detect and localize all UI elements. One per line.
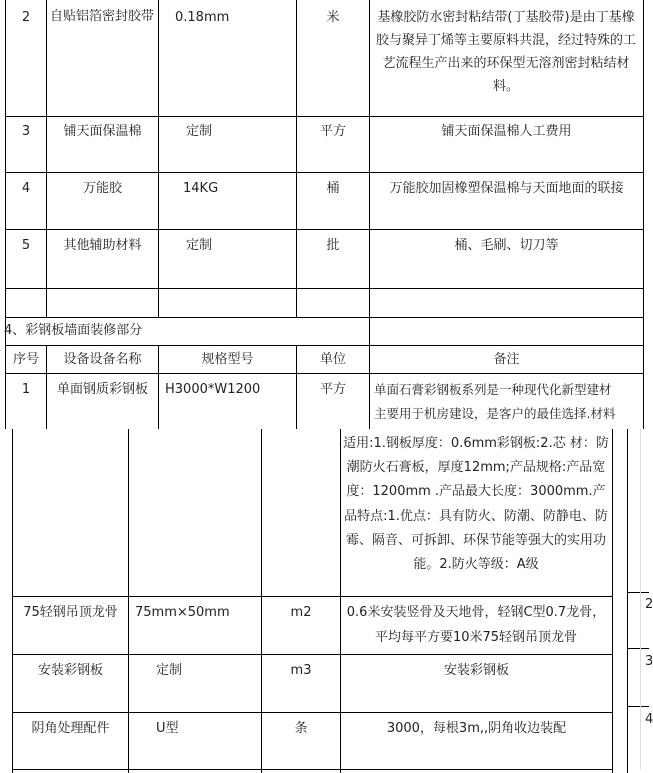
header-note: 备注 bbox=[493, 352, 520, 367]
row-75-spec: 75mm×50mm bbox=[135, 605, 230, 620]
row-1-note-line2: 主要用于机房建设，是客户的最佳选择.材料 bbox=[374, 406, 616, 421]
row-3-unit: 平方 bbox=[319, 124, 346, 139]
row-3-name: 铺天面保温棉 bbox=[63, 124, 142, 139]
row-install-note: 安装彩钢板 bbox=[443, 663, 509, 678]
row-1-spec: H3000*W1200 bbox=[165, 382, 261, 397]
row-2-unit: 米 bbox=[326, 10, 340, 25]
row-install-unit: m3 bbox=[290, 663, 312, 678]
row-5-note: 桶、毛刷、切刀等 bbox=[454, 238, 559, 253]
row-corner-unit: 条 bbox=[294, 721, 308, 736]
row-5-spec: 定制 bbox=[186, 238, 213, 253]
bottom-table bbox=[0, 429, 653, 773]
row-3-spec: 定制 bbox=[186, 124, 213, 139]
row-75-unit: m2 bbox=[290, 605, 312, 620]
edge-digit: 3 bbox=[645, 654, 653, 669]
header-unit: 单位 bbox=[319, 352, 346, 367]
edge-digit: 2 bbox=[645, 597, 653, 612]
row-1-name: 单面钢质彩钢板 bbox=[56, 382, 148, 397]
row-4-unit: 桶 bbox=[326, 181, 340, 196]
row-1-note-continued: 适用:1.钢板厚度：0.6mm彩钢板:2.芯 材：防潮防火石膏板，厚度12mm;产品规格:产品宽度：1200mm .产品最大长度：3000mm.产品特点:1.优点：具有防火、防潮、防静电、防霉、隔音、可拆卸、环保节能等强大的实用功能。2.防火等级：A级 bbox=[343, 436, 609, 573]
row-1-unit: 平方 bbox=[319, 382, 346, 397]
row-4-spec: 14KG bbox=[183, 181, 219, 196]
row-75-name: 75轻钢吊顶龙骨 bbox=[23, 605, 118, 620]
row-install-name: 安装彩钢板 bbox=[37, 663, 103, 678]
row-5-no: 5 bbox=[21, 238, 31, 253]
row-2-note: 基橡胶防水密封粘结带(丁基胶带)是由丁基橡胶与聚异丁烯等主要原料共混，经过特殊的工艺流程生产出来的环保型无溶剂密封粘结材料。 bbox=[375, 10, 636, 94]
row-1-no: 1 bbox=[21, 382, 31, 397]
row-2-no: 2 bbox=[21, 10, 31, 25]
edge-digit: 4 bbox=[645, 712, 653, 727]
row-5-name: 其他辅助材料 bbox=[63, 238, 142, 253]
header-name: 设备设备名称 bbox=[63, 352, 142, 367]
header-no: 序号 bbox=[12, 352, 39, 367]
row-1-note-line1: 单面石膏彩钢板系列是一种现代化新型建材 bbox=[374, 382, 612, 397]
row-3-no: 3 bbox=[21, 124, 31, 139]
row-install-spec: 定制 bbox=[156, 663, 183, 678]
row-corner-name: 阴角处理配件 bbox=[31, 721, 110, 736]
header-spec: 规格型号 bbox=[201, 352, 254, 367]
row-4-no: 4 bbox=[21, 181, 31, 196]
row-2-name: 自贴铝箔密封胶带 bbox=[50, 9, 155, 24]
row-4-note: 万能胶加固橡塑保温棉与天面地面的联接 bbox=[389, 181, 624, 196]
row-corner-spec: U型 bbox=[156, 721, 179, 736]
row-5-unit: 批 bbox=[326, 238, 340, 253]
row-75-note: 0.6米安装竖骨及天地骨，轻钢C型0.7龙骨，平均每平方要10米75轻钢吊顶龙骨 bbox=[346, 605, 606, 645]
row-3-note: 铺天面保温棉人工费用 bbox=[441, 124, 572, 139]
row-2-spec: 0.18mm bbox=[175, 10, 230, 25]
row-4-name: 万能胶 bbox=[82, 181, 122, 196]
section-title: 4、彩钢板墙面装修部分 bbox=[4, 323, 143, 338]
row-corner-note: 3000，每根3m,,阴角收边装配 bbox=[386, 721, 567, 736]
